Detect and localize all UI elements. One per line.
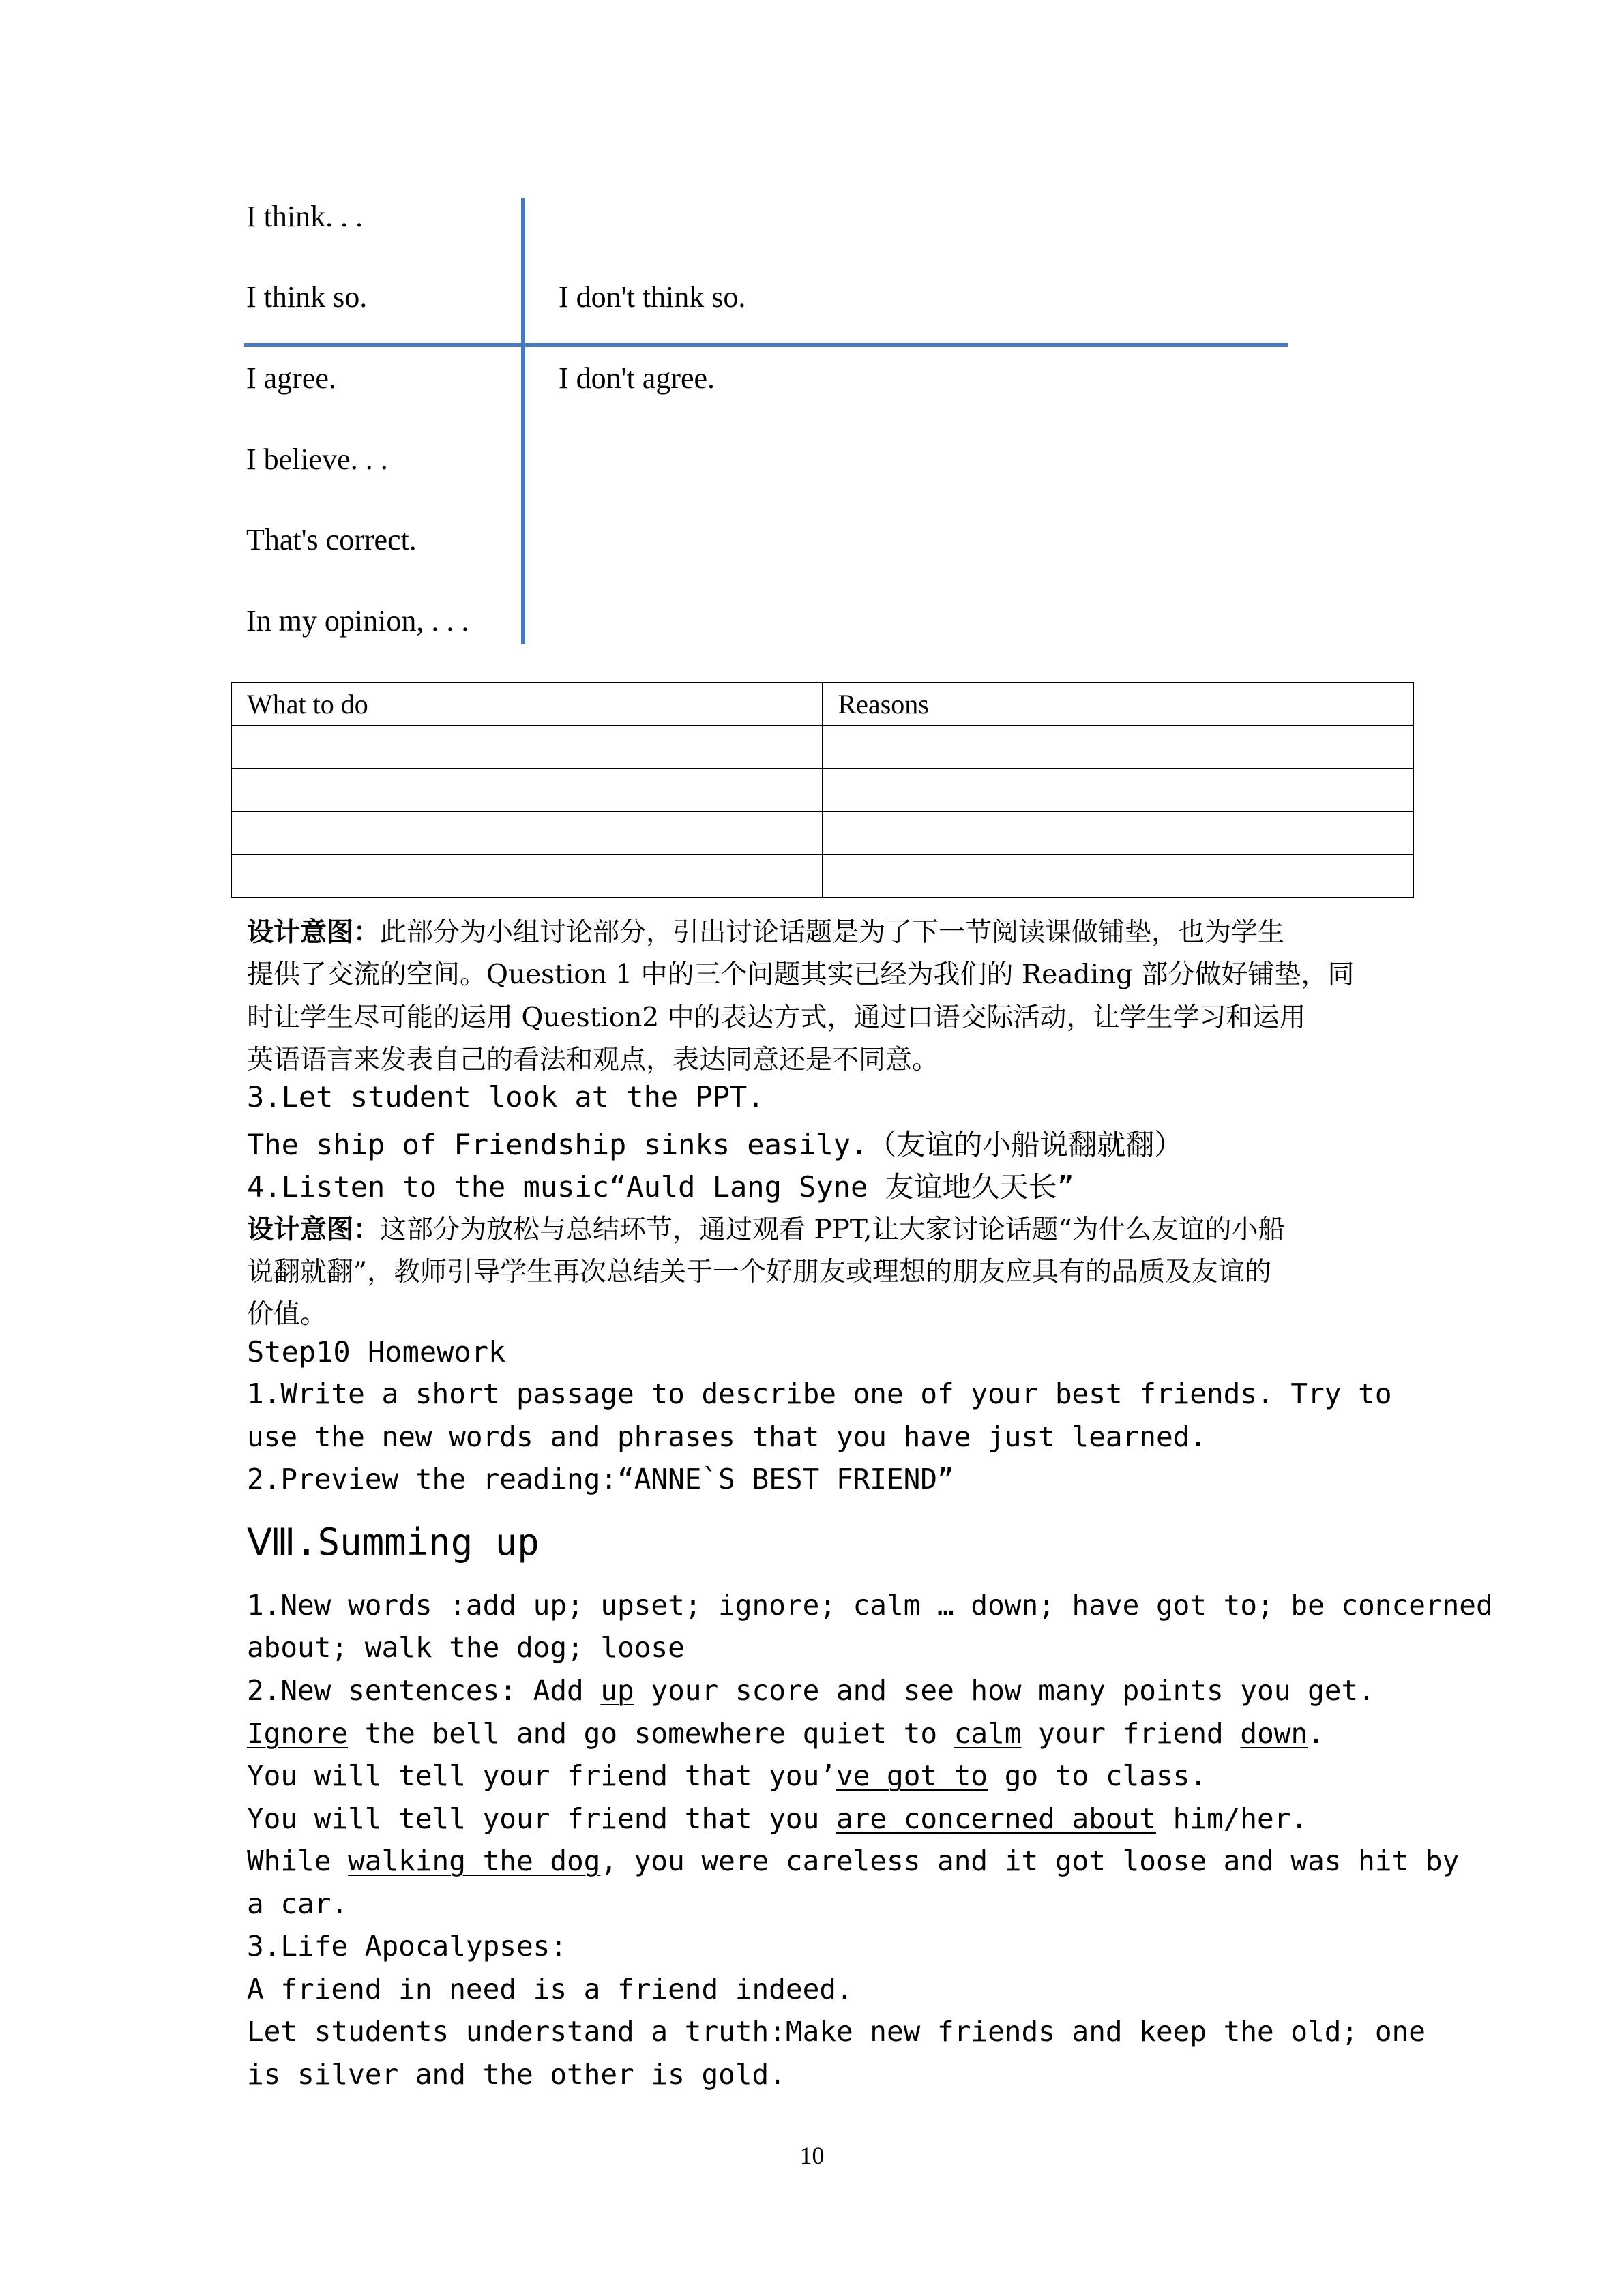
sentence-text: the bell and go somewhere quiet to <box>348 1717 954 1750</box>
sentence-line <box>247 1759 1207 1792</box>
tchart-left-item: I think. . . <box>246 200 364 233</box>
design-intent-label: 设计意图： <box>247 916 381 948</box>
design-intent-1-line: 提供了交流的空间。Question 1 中的三个问题其实已经为我们的 Reading 部分做好铺垫，同 <box>247 959 1355 990</box>
underlined-phrase: ve got to <box>836 1759 988 1792</box>
design-intent-1-line <box>247 911 1284 949</box>
summing-up-heading: Ⅷ.Summing up <box>247 1521 540 1564</box>
sentence-line: a car. <box>247 1888 349 1920</box>
t-chart-horizontal-line <box>244 343 1288 347</box>
ship-text: The ship of Friendship sinks easily.（友谊的小船说翻就翻） <box>247 1128 1183 1161</box>
expression-t-chart <box>244 198 1288 648</box>
table-header-what-to-do: What to do <box>231 683 823 726</box>
tchart-left-item: I think so. <box>246 280 368 314</box>
sentence-text: go to class. <box>988 1759 1207 1792</box>
life-line: A friend in need is a friend indeed. <box>247 1973 853 2006</box>
step4-text: 4.Listen to the music“Auld Lang Syne 友谊地久天长” <box>247 1170 1074 1204</box>
table-cell[interactable] <box>823 769 1414 811</box>
step3-text: 3.Let student look at the PPT. <box>247 1080 765 1114</box>
sentence-text: him/her. <box>1155 1802 1308 1835</box>
sentence-text: . <box>1308 1717 1325 1750</box>
new-words-line: 1.New words :add up; upset; ignore; calm … down; have got to; be concerned <box>247 1589 1493 1622</box>
homework-line: 2.Preview the reading:“ANNE`S BEST FRIEND” <box>247 1463 954 1495</box>
tchart-left-item: I believe. . . <box>246 443 388 476</box>
table-cell[interactable] <box>231 811 823 854</box>
homework-title: Step10 Homework <box>247 1335 506 1369</box>
sentence-line <box>247 1717 1325 1750</box>
sentence-text: You will tell your friend that you <box>247 1802 836 1835</box>
sentence-text: 2.New sentences: Add <box>247 1674 601 1707</box>
sentence-line <box>247 1674 1375 1707</box>
underlined-phrase: down <box>1240 1717 1308 1750</box>
design-intent-2-line: 价值。 <box>247 1299 327 1330</box>
table-header-row <box>231 683 1413 726</box>
table-cell[interactable] <box>823 811 1414 854</box>
homework-line: use the new words and phrases that you have just learned. <box>247 1420 1207 1453</box>
sentence-text: , you were careless and it got loose and was hit by <box>600 1845 1460 1877</box>
new-words-line: about; walk the dog; loose <box>247 1631 685 1664</box>
table-row <box>231 769 1413 811</box>
tchart-left-item: In my opinion, . . . <box>246 604 469 638</box>
table-cell[interactable] <box>231 726 823 769</box>
tchart-right-item: I don't think so. <box>559 280 746 314</box>
life-apocalypses-title: 3.Life Apocalypses: <box>247 1930 567 1963</box>
table-row <box>231 726 1413 769</box>
table-header-reasons: Reasons <box>823 683 1414 726</box>
page-number: 10 <box>799 2142 825 2169</box>
design-intent-2-line <box>247 1208 1285 1247</box>
sentence-line <box>247 1845 1459 1877</box>
design-intent-1-line: 英语语言来发表自己的看法和观点，表达同意还是不同意。 <box>247 1045 939 1075</box>
underlined-phrase: calm <box>954 1717 1022 1750</box>
underlined-phrase: walking the dog <box>348 1845 601 1877</box>
tchart-left-item: I agree. <box>246 361 336 395</box>
underlined-phrase: Ignore <box>247 1717 349 1750</box>
life-line: Let students understand a truth:Make new friends and keep the old; one <box>247 2015 1426 2048</box>
sentence-text: You will tell your friend that you’ <box>247 1759 836 1792</box>
table-cell[interactable] <box>823 854 1414 897</box>
sentence-line <box>247 1802 1308 1835</box>
design-intent-1-line: 时让学生尽可能的运用 Question2 中的表达方式，通过口语交际活动，让学生学习和运用 <box>247 1002 1306 1033</box>
life-line: is silver and the other is gold. <box>247 2058 786 2091</box>
t-chart-vertical-line <box>521 198 525 644</box>
table-cell[interactable] <box>231 769 823 811</box>
underlined-phrase: are concerned about <box>836 1802 1156 1835</box>
homework-line: 1.Write a short passage to describe one of your best friends. Try to <box>247 1377 1392 1410</box>
tchart-left-item: That's correct. <box>246 523 417 556</box>
what-to-do-table <box>231 682 1414 898</box>
sentence-text: your score and see how many points you get. <box>634 1674 1375 1707</box>
table-cell[interactable] <box>231 854 823 897</box>
sentence-text: While <box>247 1845 349 1877</box>
design-intent-label: 设计意图： <box>247 1214 381 1245</box>
design-intent-text: 这部分为放松与总结环节，通过观看 PPT,让大家讨论话题“为什么友谊的小船 <box>380 1214 1285 1245</box>
design-intent-2-line: 说翻就翻”，教师引导学生再次总结关于一个好朋友或理想的朋友应具有的品质及友谊的 <box>247 1257 1271 1287</box>
table-row <box>231 811 1413 854</box>
tchart-right-item: I don't agree. <box>559 361 715 395</box>
sentence-text: your friend <box>1021 1717 1241 1750</box>
table-cell[interactable] <box>823 726 1414 769</box>
table-row <box>231 854 1413 897</box>
design-intent-text: 此部分为小组讨论部分，引出讨论话题是为了下一节阅读课做铺垫，也为学生 <box>380 917 1285 948</box>
underlined-phrase: up <box>600 1674 634 1707</box>
